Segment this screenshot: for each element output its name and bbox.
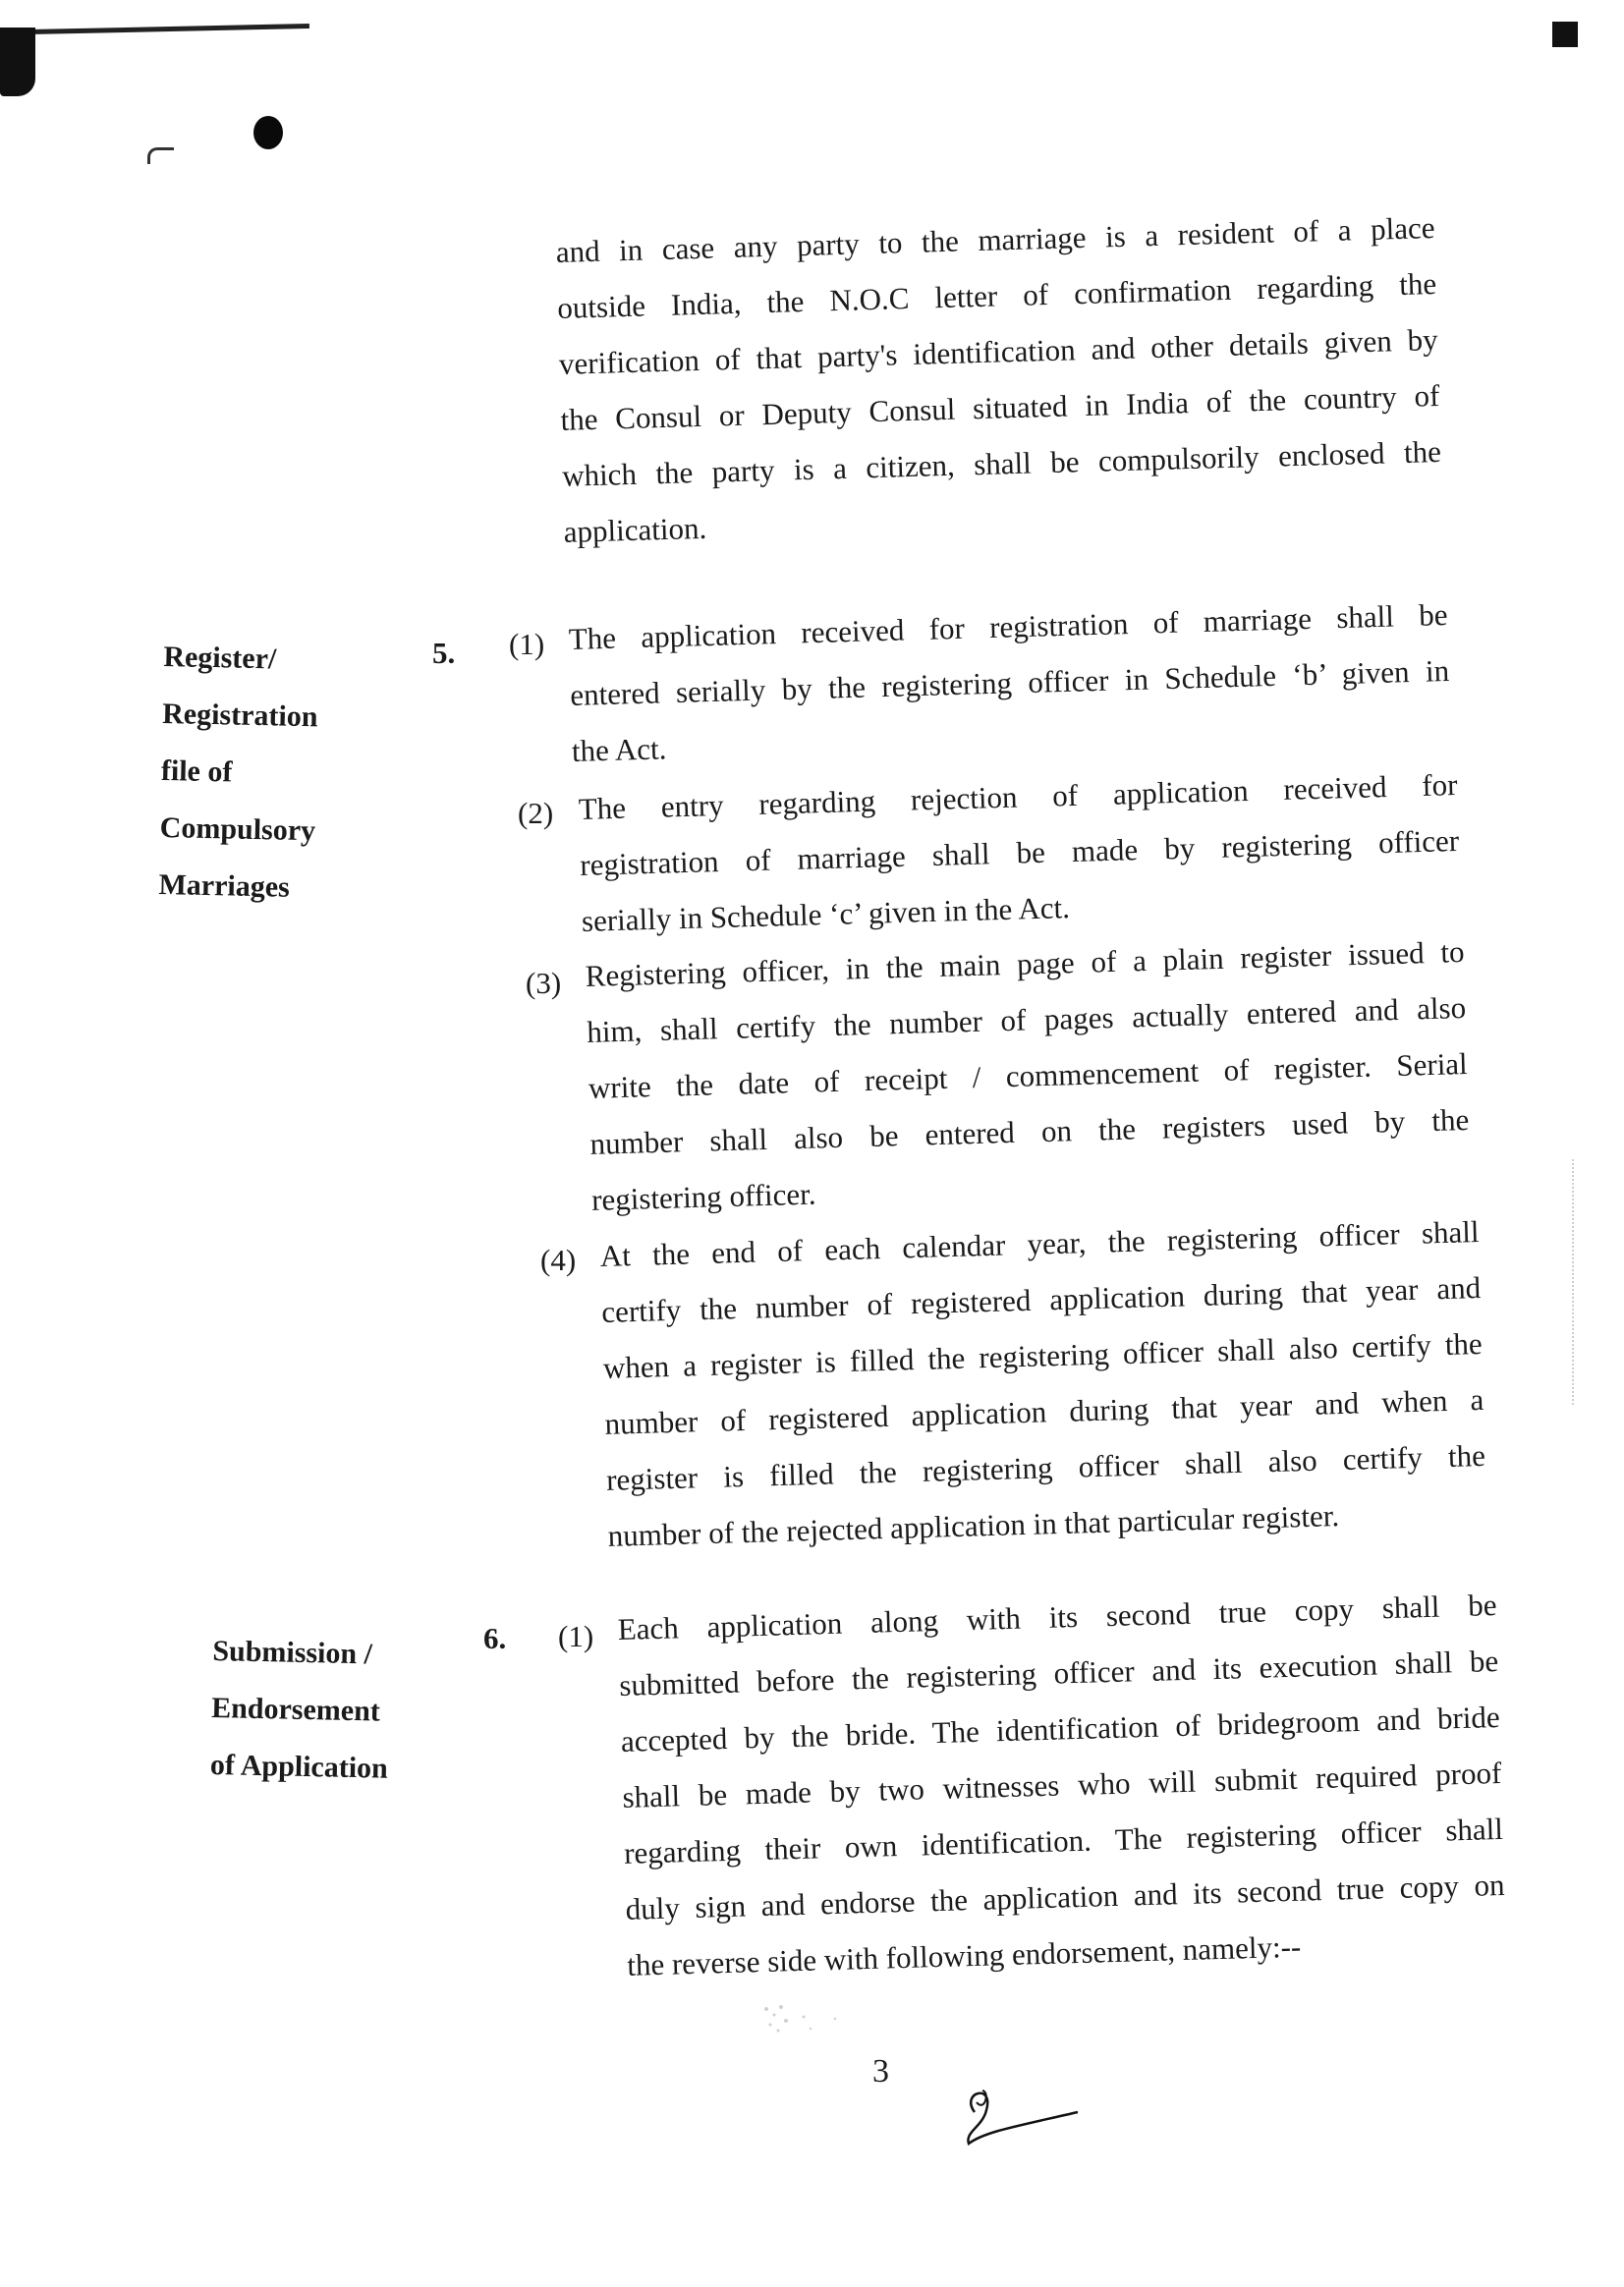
- punch-hole-dot: [253, 116, 283, 149]
- side-heading-line: Submission /: [212, 1634, 373, 1671]
- text-line: when a register is filled the registering officer shall also certify the: [602, 1325, 1484, 1385]
- section-6-side-heading: [209, 1623, 390, 1798]
- clause-5-3-text: [585, 923, 1472, 1228]
- text-line: Registering officer, in the main page of a plain register issued to: [585, 934, 1465, 993]
- text-line: At the end of each calendar year, the registering officer shall: [599, 1214, 1480, 1273]
- scan-artifact-tick: [147, 147, 174, 164]
- clause-5-3-label: (3): [526, 966, 562, 1000]
- text-line: outside India, the N.O.C letter of confirmation regarding the: [556, 265, 1437, 325]
- scan-artifact-corner: [0, 28, 35, 96]
- text-line: submitted before the registering officer and its execution shall be: [618, 1643, 1499, 1702]
- side-heading-line: Marriages: [158, 867, 291, 904]
- text-line: and in case any party to the marriage is a resident of a place: [555, 210, 1435, 269]
- text-line: registering officer.: [590, 1176, 816, 1217]
- side-heading-line: Endorsement: [210, 1691, 381, 1728]
- scan-artifact-line: [29, 24, 309, 34]
- page-number: 3: [872, 2053, 889, 2090]
- text-line: duly sign and endorse the application and its second true copy on: [625, 1867, 1505, 1926]
- text-line: certify the number of registered application during that year and: [600, 1269, 1482, 1329]
- text-line: regarding their own identification. The registering officer shall: [623, 1811, 1504, 1870]
- section-6-number: 6.: [483, 1621, 507, 1655]
- side-heading-line: Registration: [161, 697, 318, 734]
- clause-5-4-label: (4): [540, 1243, 577, 1277]
- text-line: serially in Schedule ‘c’ given in the Act.: [581, 890, 1071, 938]
- text-line: number of the rejected application in that particular register.: [607, 1498, 1340, 1553]
- clause-5-2-label: (2): [518, 796, 554, 830]
- text-line: application.: [563, 510, 707, 549]
- text-line: the reverse side with following endorsement, namely:--: [626, 1928, 1302, 1982]
- text-line: The application received for registration of marriage shall be: [568, 597, 1448, 656]
- section-5-side-heading: [158, 629, 319, 917]
- side-heading-line: file of: [160, 753, 233, 789]
- section-5-number: 5.: [432, 636, 456, 670]
- handwritten-signature: [955, 2073, 1083, 2151]
- intro-paragraph: [555, 199, 1443, 560]
- text-line: number of registered application during that year and when a: [604, 1381, 1484, 1441]
- text-line: the Act.: [571, 731, 667, 768]
- side-heading-line: Register/: [163, 640, 277, 676]
- text-line: verification of that party's identification and other details given by: [558, 321, 1439, 381]
- text-line: The entry regarding rejection of application received for: [578, 767, 1458, 826]
- text-line: register is filled the registering officer shall also certify the: [605, 1437, 1486, 1497]
- side-heading-line: Compulsory: [159, 810, 316, 848]
- scan-speckle: [756, 1999, 855, 2048]
- clause-5-1-text: [568, 586, 1451, 779]
- text-line: accepted by the bride. The identification of bridegroom and bride: [620, 1699, 1501, 1758]
- text-line: number shall also be entered on the registers used by the: [589, 1101, 1470, 1161]
- clause-5-4-text: [599, 1203, 1487, 1564]
- clause-5-1-label: (1): [509, 627, 545, 661]
- scan-artifact-edge: [1572, 1159, 1584, 1405]
- text-line: entered serially by the registering officer in Schedule ‘b’ given in: [569, 652, 1450, 712]
- clause-6-1-text: [617, 1577, 1507, 1993]
- text-line: Each application along with its second true copy shall be: [617, 1588, 1497, 1646]
- clause-6-1-label: (1): [558, 1619, 594, 1653]
- text-line: him, shall certify the number of pages actually entered and also: [586, 989, 1467, 1049]
- text-line: write the date of receipt / commencement of register. Serial: [588, 1045, 1469, 1105]
- scan-artifact-mark: [1552, 22, 1578, 47]
- side-heading-line: of Application: [209, 1748, 389, 1785]
- clause-5-2-text: [578, 756, 1461, 949]
- text-line: the Consul or Deputy Consul situated in India of the country of: [560, 377, 1440, 437]
- text-line: which the party is a citizen, shall be compulsorily enclosed the: [561, 433, 1442, 493]
- text-line: shall be made by two witnesses who will submit required proof: [622, 1755, 1502, 1814]
- text-line: registration of marriage shall be made by registering officer: [579, 822, 1460, 882]
